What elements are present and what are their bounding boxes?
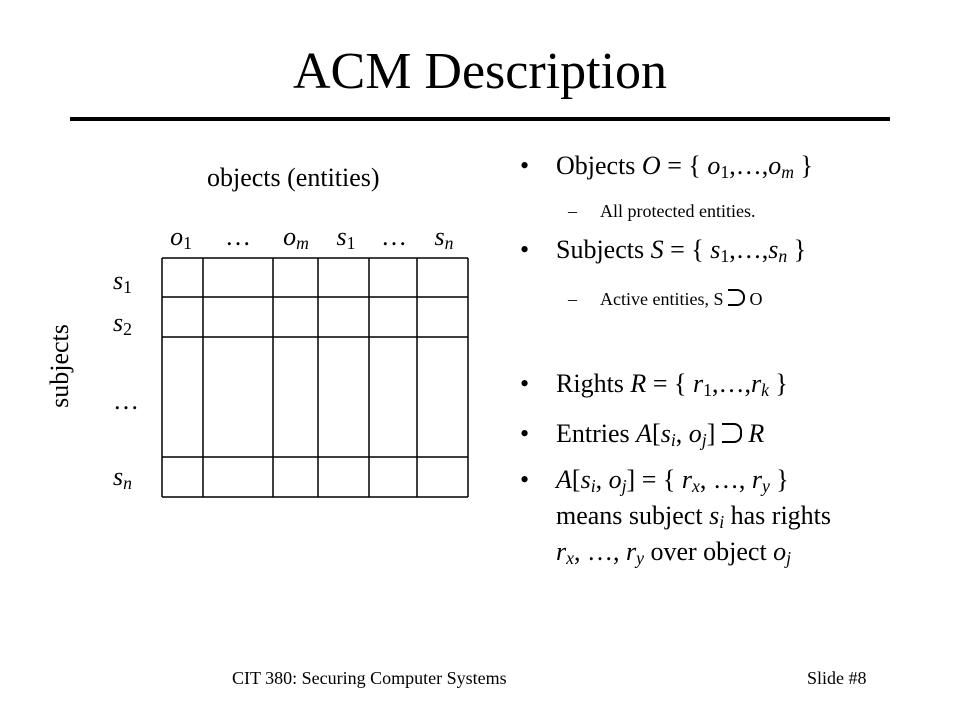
bullet-matrix-entry-line3: $r_x$, …, $r_y$ over object $o_j$ <box>556 537 792 568</box>
bullet-entries: • Entries $A[s_i$, $o_j$] R <box>520 419 765 450</box>
column-header: $s_1$ <box>336 222 356 253</box>
subset-symbol-icon <box>722 423 742 443</box>
row-label: $s_2$ <box>113 308 132 339</box>
footer-slide-number: Slide #8 <box>807 668 867 688</box>
sub-bullet-protected: – All protected entities. <box>568 201 756 221</box>
column-header: … <box>381 222 407 251</box>
row-label: $s_n$ <box>113 462 132 493</box>
bullet-rights: • Rights R = { $r_1,\dots,r_k$ } <box>520 369 788 400</box>
bullet-matrix-entry: • $A[s_i$, $o_j$] = { $r_x$, …, $r_y$ } <box>520 465 789 496</box>
subjects-axis-label: subjects <box>45 324 74 408</box>
bullet-matrix-entry-line2: means subject $s_i$ has rights <box>556 501 832 532</box>
column-header: … <box>225 222 251 251</box>
bullet-objects: • Objects O = { $o_1,\dots,o_m$ } <box>520 151 813 182</box>
footer-course: CIT 380: Securing Computer Systems <box>232 668 507 688</box>
subset-symbol-icon <box>728 289 745 306</box>
row-label: $s_1$ <box>113 266 132 297</box>
column-header: $o_1$ <box>170 222 192 253</box>
bullet-subjects: • Subjects S = { $s_1,\dots,s_n$ } <box>520 235 807 266</box>
row-label: … <box>113 386 139 415</box>
column-header: $o_m$ <box>283 222 309 253</box>
column-header: $s_n$ <box>434 222 454 253</box>
slide-title: ACM Description <box>292 43 668 100</box>
objects-axis-label: objects (entities) <box>207 163 380 192</box>
sub-bullet-active: – Active entities, S O <box>568 289 763 309</box>
